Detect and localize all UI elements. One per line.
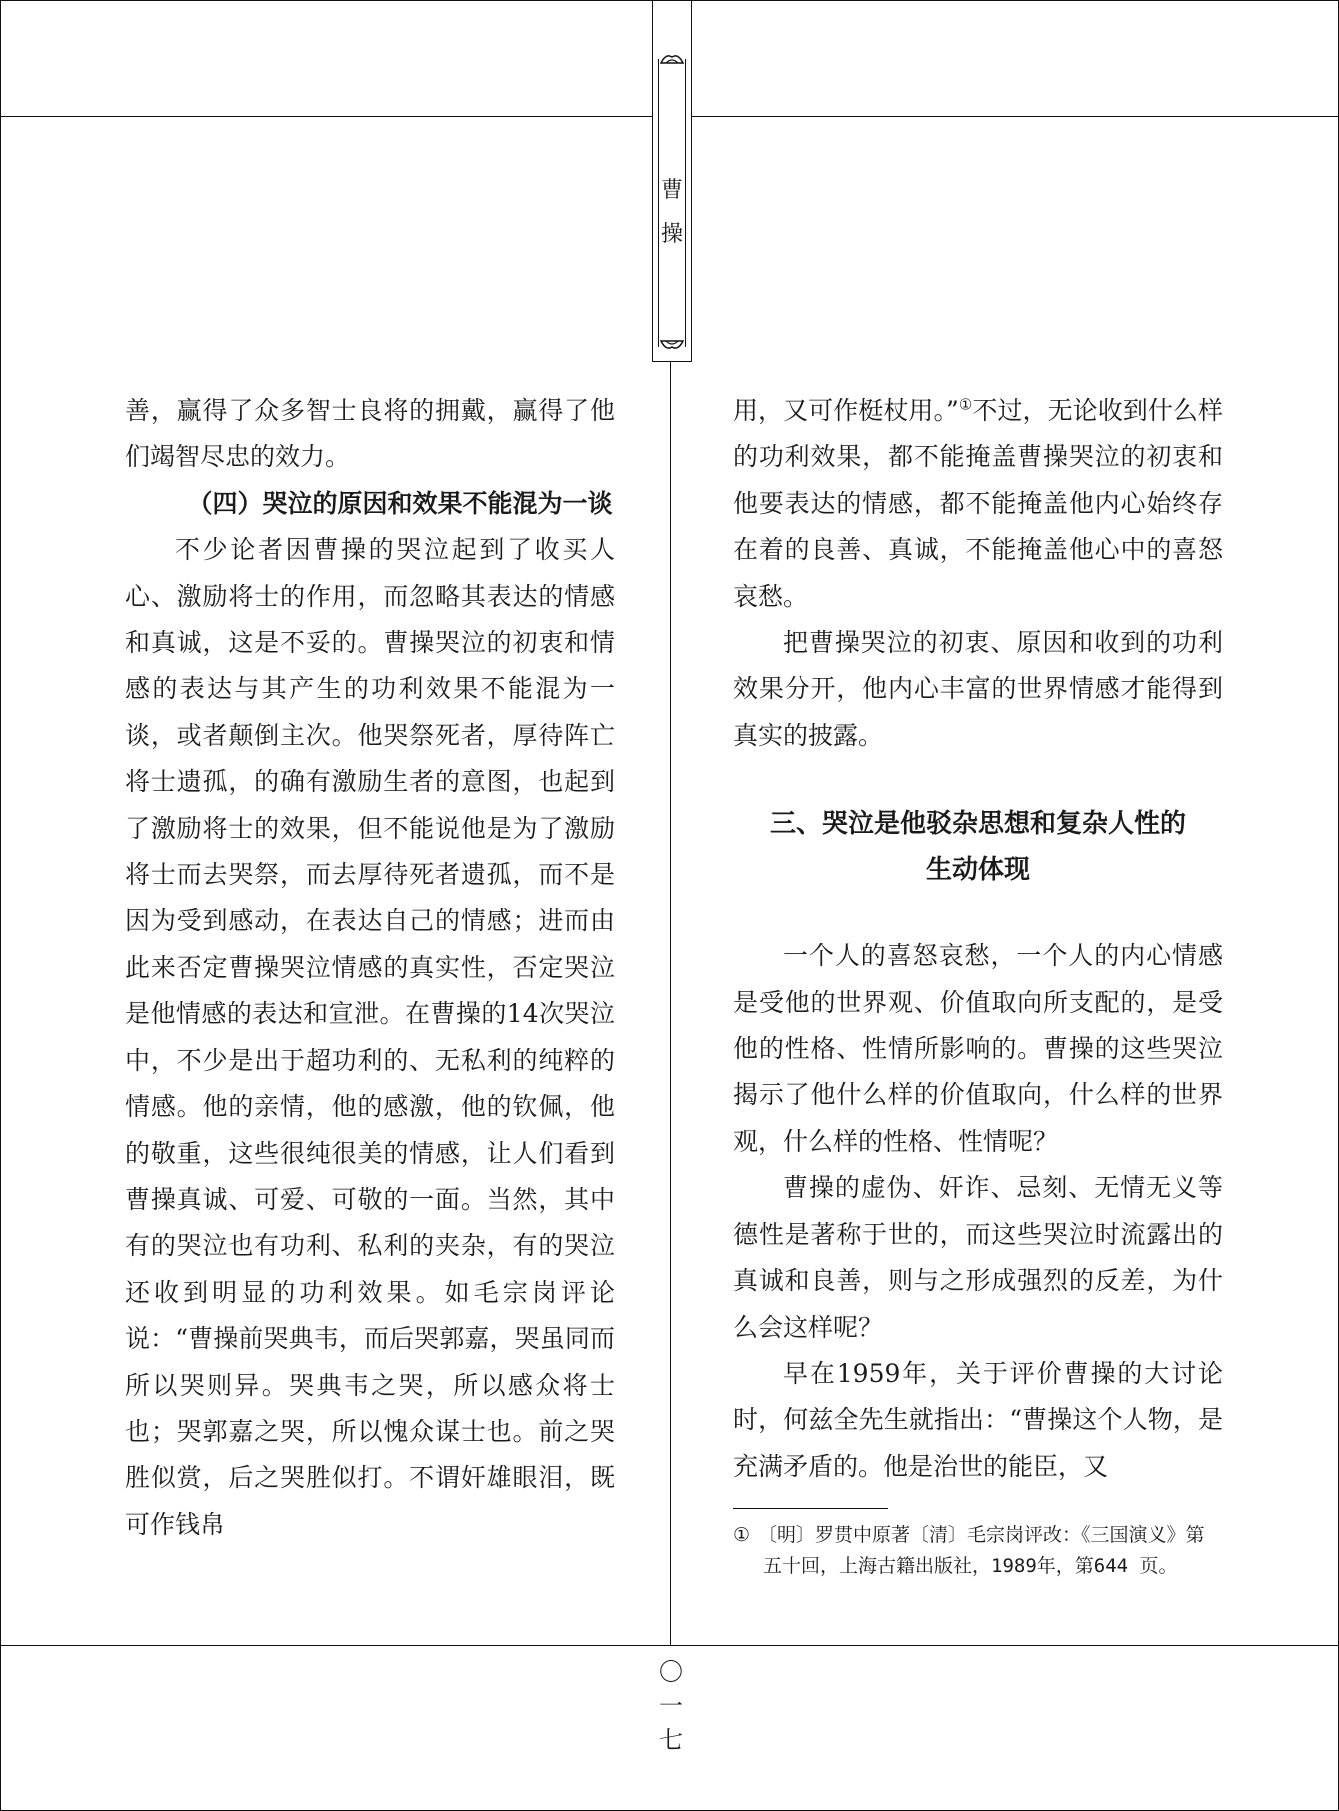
paragraph: 早在1959年，关于评价曹操的大讨论时，何兹全先生就指出：“曹操这个人物，是充满矛盾的。他是治世的能臣，又	[733, 1358, 1223, 1481]
column-divider	[670, 360, 671, 1645]
section-heading: 三、哭泣是他驳杂思想和复杂人性的 生动体现	[769, 809, 1186, 886]
scroll-ornament-bottom-icon	[660, 339, 684, 353]
footnote-marker: ①	[733, 1524, 751, 1546]
paragraph: 曹操的虚伪、奸诈、忌刻、无情无义等德性是著称于世的，而这些哭泣时流露出的真诚和良善，则与之形成强烈的反差，为什么会这样呢？	[733, 1173, 1223, 1342]
paragraph: 用，又可作梃杖用。”①不过，无论收到什么样的功利效果，都不能掩盖曹操哭泣的初衷和他要表达的情感，都不能掩盖他内心始终存在着的良善、真诚，不能掩盖他心中的喜怒哀愁。	[733, 395, 1223, 611]
footnote-reference[interactable]: ①	[958, 395, 973, 414]
footnote-text: 〔明〕罗贯中原著〔清〕毛宗岗评改：《三国演义》第五十回，上海古籍出版社，1989年，第644 页。	[758, 1524, 1205, 1577]
footnote	[733, 1520, 1223, 1582]
page-number: 〇 一 七	[659, 1658, 683, 1754]
paragraph: 不少论者因曹操的哭泣起到了收买人心、激励将士的作用，而忽略其表达的情感和真诚，这是不妥的。曹操哭泣的初衷和情感的表达与其产生的功利效果不能混为一谈，或者颠倒主次。他哭祭死者，厚待阵亡将士遗孤，的确有激励生者的意图，也起到了激励将士的效果，但不能说他是为了激励将士而去哭祭，而去厚待死者遗孤，而不是因为受到感动，在表达自己的情感；进而由此来否定曹操哭泣情感的真实性，否定哭泣是他情感的表达和宣泄。在曹操的14次哭泣中，不少是出于超功利的、无私利的纯粹的情感。他的亲情，他的感激，他的钦佩，他的敬重，这些很纯很美的情感，让人们看到曹操真诚、可爱、可敬的一面。当然，其中有的哭泣也有功利、私利的夹杂，有的哭泣还收到明显的功利效果。如毛宗岗评论说：“曹操前哭典韦，而后哭郭嘉，哭虽同而所以哭则异。哭典韦之哭，所以感众将士也；哭郭嘉之哭，所以愧众谋士也。前之哭胜似赏，后之哭胜似打。不谓奸雄眼泪，既可作钱帛	[125, 535, 615, 1539]
left-column	[125, 388, 615, 1548]
running-title: 曹 操	[660, 178, 683, 247]
subheading: （四）哭泣的原因和效果不能混为一谈	[187, 488, 613, 518]
paragraph: 一个人的喜怒哀愁，一个人的内心情感是受他的世界观、价值取向所支配的，是受他的性格、性情所影响的。曹操的这些哭泣揭示了他什么样的价值取向，什么样的世界观，什么样的性格、性情呢？	[733, 941, 1223, 1156]
paragraph: 善，赢得了众多智士良将的拥戴，赢得了他们竭智尽忠的效力。	[125, 396, 615, 472]
footer-rule	[0, 1645, 1339, 1646]
running-title-scroll	[652, 0, 692, 362]
paragraph: 把曹操哭泣的初衷、原因和收到的功利效果分开，他内心丰富的世界情感才能得到真实的披露。	[733, 628, 1223, 750]
right-column	[733, 388, 1223, 1490]
footnote-rule	[733, 1508, 888, 1509]
